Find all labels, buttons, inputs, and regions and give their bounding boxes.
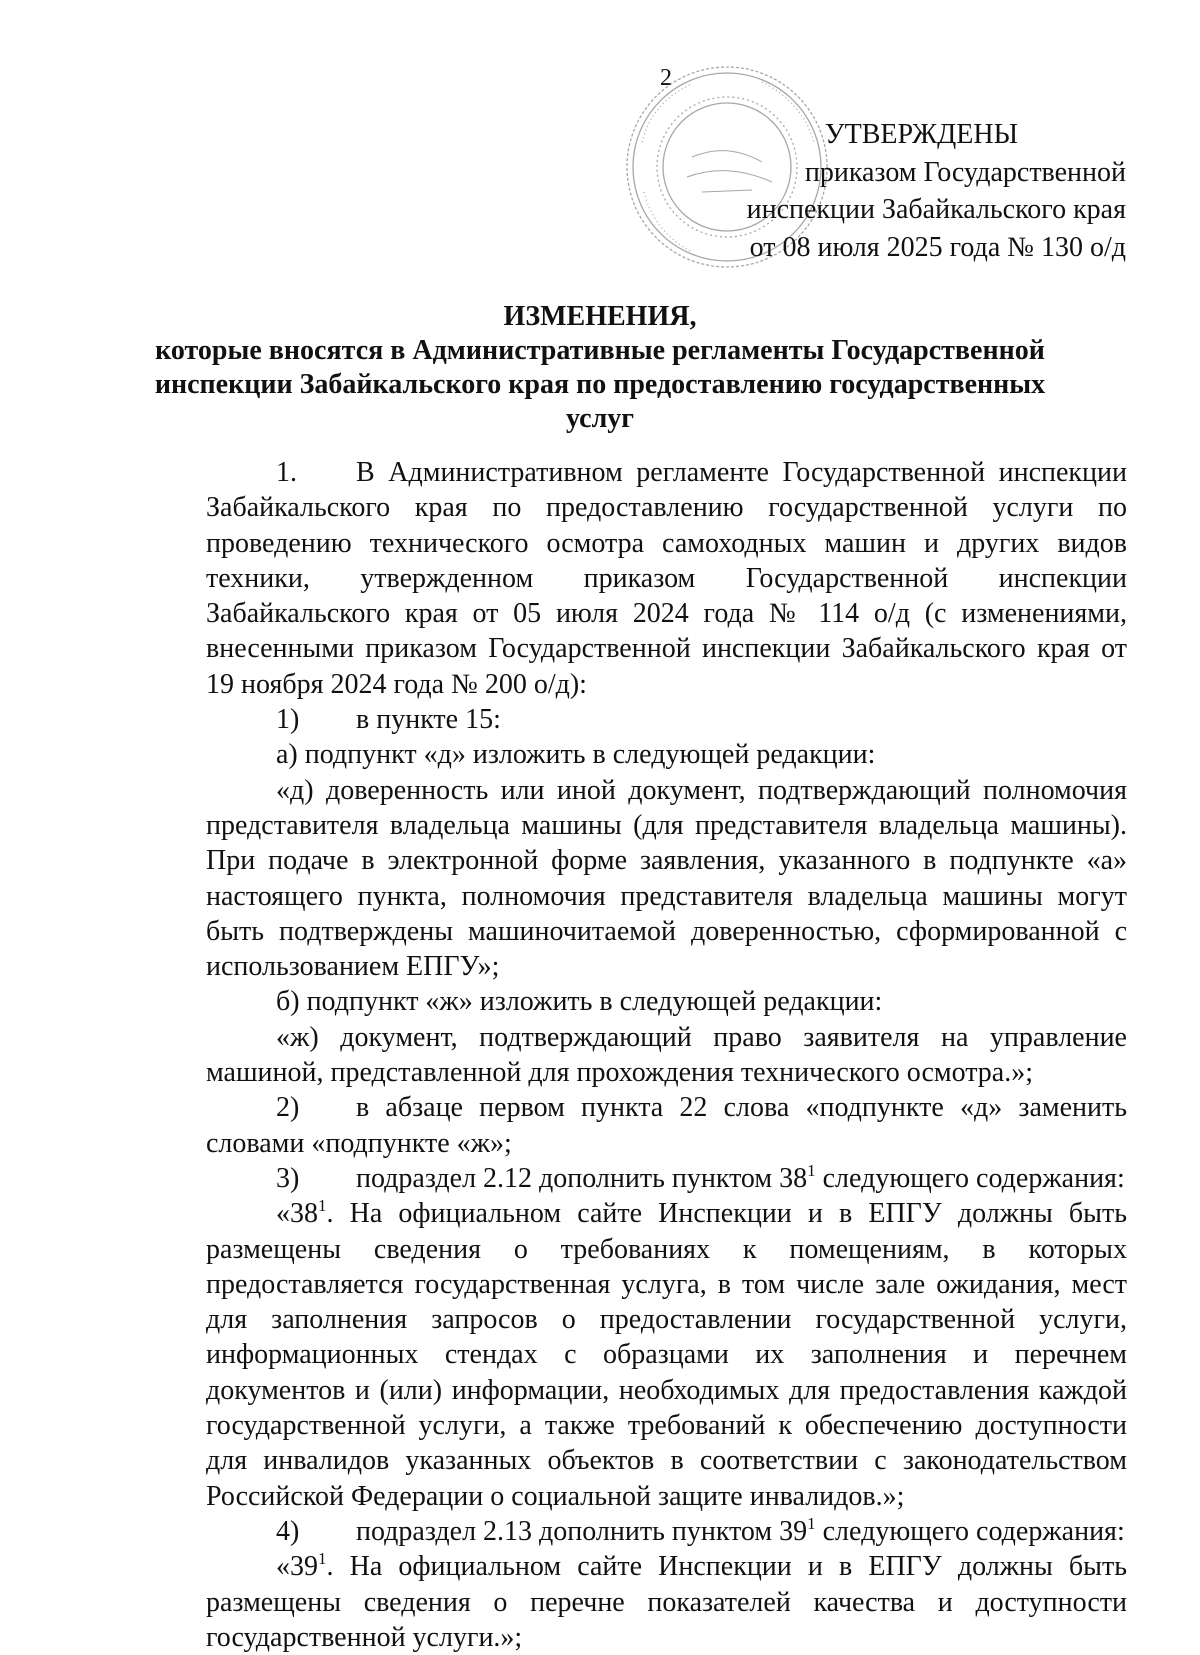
paragraph xyxy=(206,702,1127,737)
paragraph-text: следующего содержания: xyxy=(815,1162,1125,1194)
paragraph xyxy=(206,1514,1127,1549)
approval-line: приказом Государственной xyxy=(804,156,1126,188)
superscript: 1 xyxy=(318,1549,327,1569)
title-line: инспекции Забайкальского края по предоставлению государственных xyxy=(154,369,1046,400)
paragraph-text: В Административном регламенте Государственной инспекции Забайкальского края по предоставлению государственной услуги по проведению технического осмотра самоходных машин и других видов техники, утвержденном приказом Государственной инспекции Забайкальского края от 05 июля 2024 года № 114 о/д (с изменениями, внесенными приказом Государственной инспекции Забайкальского края от 19 ноября 2024 года № 200 о/д): xyxy=(206,457,1127,700)
paragraph-text: . На официальном сайте Инспекции и в ЕПГУ должны быть размещены сведения о требованиях к помещениям, в которых предоставляется государственная услуга, в том числе зале ожидания, мест для заполнения запросов о предоставлении государственной услуги, информационных стендах с образцами их заполнения и перечнем документов и (или) информации, необходимых для предоставления каждой государственной услуги, а также требований к обеспечению доступности для инвалидов указанных объектов в соответствии с законодательством Российской Федерации о социальной защите инвалидов.»; xyxy=(206,1198,1127,1512)
paragraph-text: в абзаце первом пункта 22 слова «подпункте «д» заменить словами «подпункте «ж»; xyxy=(206,1092,1127,1159)
approval-line: инспекции Забайкальского края xyxy=(746,194,1126,225)
superscript: 1 xyxy=(807,1160,816,1180)
paragraph: «ж) документ, подтверждающий право заявителя на управление машиной, представленной для прохождения технического осмотра.»; xyxy=(206,1021,1127,1089)
approval-block xyxy=(747,116,1126,266)
title-line: услуг xyxy=(566,403,634,434)
superscript: 1 xyxy=(318,1196,327,1216)
paragraph: б) подпункт «ж» изложить в следующей редакции: xyxy=(276,986,883,1018)
document-title xyxy=(74,300,1126,436)
paragraph: «д) доверенность или иной документ, подтверждающий полномочия представителя владельца машины (для представителя владельца машины). При подаче в электронной форме заявления, указанного в подпункте «а» настоящего пункта, полномочия представителя владельца машины могут быть подтверждены машиночитаемой доверенностью, сформированной с использованием ЕПГУ»; xyxy=(206,774,1127,983)
paragraph-number: 2) xyxy=(276,1092,300,1124)
paragraph-text: подраздел 2.12 дополнить пунктом 38 xyxy=(356,1162,808,1194)
title-line: ИЗМЕНЕНИЯ, xyxy=(503,301,697,332)
page-number: 2 xyxy=(660,65,672,91)
approval-heading: УТВЕРЖДЕНЫ xyxy=(824,119,1018,150)
paragraph-text: подраздел 2.13 дополнить пунктом 39 xyxy=(356,1515,808,1547)
document-body xyxy=(206,455,1127,1655)
paragraph-text: «38 xyxy=(276,1198,318,1230)
paragraph-number: 1. xyxy=(276,457,297,488)
paragraph-number: 4) xyxy=(276,1515,300,1547)
superscript: 1 xyxy=(807,1513,816,1533)
paragraph xyxy=(206,455,1127,702)
paragraph-number: 1) xyxy=(276,704,300,736)
paragraph-number: 3) xyxy=(276,1162,300,1194)
title-line: которые вносятся в Административные регламенты Государственной xyxy=(155,335,1045,366)
paragraph xyxy=(206,1161,1127,1196)
paragraph-text: «39 xyxy=(276,1551,318,1583)
paragraph-text: в пункте 15: xyxy=(356,704,501,736)
paragraph xyxy=(206,1196,1127,1514)
paragraph xyxy=(206,1549,1127,1655)
paragraph-text: следующего содержания: xyxy=(815,1515,1125,1547)
approval-line: от 08 июля 2025 года № 130 о/д xyxy=(749,231,1126,263)
paragraph xyxy=(206,1090,1127,1161)
paragraph-text: . На официальном сайте Инспекции и в ЕПГУ должны быть размещены сведения о перечне показателей качества и доступности государственной услуги.»; xyxy=(206,1551,1127,1653)
paragraph: а) подпункт «д» изложить в следующей редакции: xyxy=(276,739,876,771)
